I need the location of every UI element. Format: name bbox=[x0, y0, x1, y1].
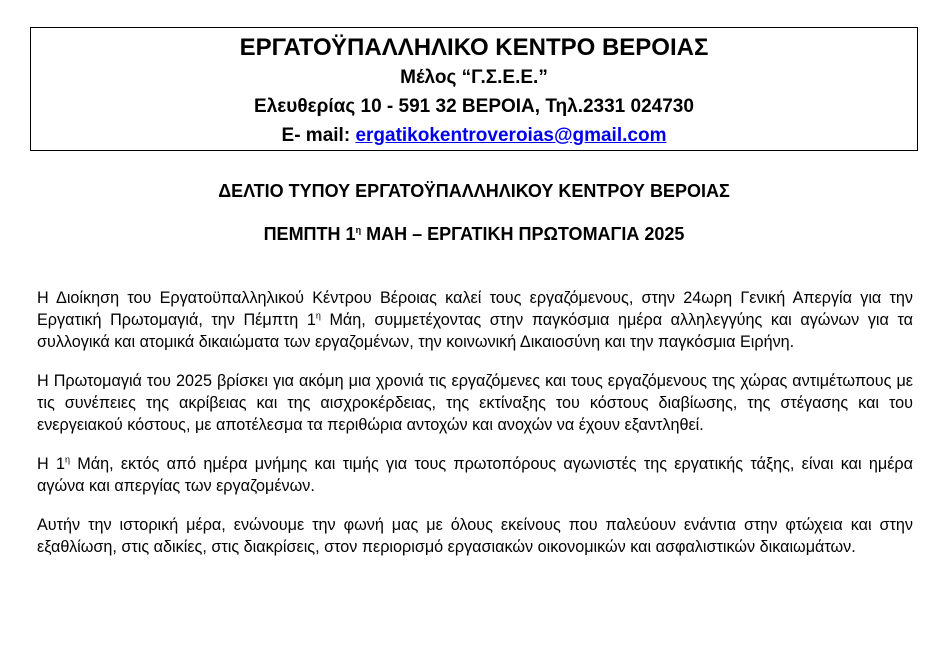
paragraph-2: Η Πρωτομαγιά του 2025 βρίσκει για ακόμη μια χρονιά τις εργαζόμενες και τους εργαζόμενους της χώρας αντιμέτωπους με τις συνέπειες της ακρίβειας και της αισχροκέρδειας, της εκτίναξης του κόστους διαβίωσης, της στέγασης και του ενεργειακού κόστους, με αποτέλεσμα τα περιθώρια αντοχών και ανοχών να έχουν εξαντληθεί. bbox=[37, 372, 913, 434]
membership-line: Μέλος “Γ.Σ.Ε.Ε.” bbox=[400, 67, 548, 88]
paragraph-3-superscript: η bbox=[64, 454, 70, 465]
paragraph-3-text-before: Η 1 bbox=[37, 455, 65, 473]
paragraph-3-text-after: Μάη, εκτός από ημέρα μνήμης και τιμής για τους πρωτοπόρους αγωνιστές της εργατικής τάξης, είναι και ημέρα αγώνα και απεργίας των εργαζομένων. bbox=[37, 455, 913, 495]
subtitle-text-after: ΜΑΗ – ΕΡΓΑΤΙΚΗ ΠΡΩΤΟΜΑΓΙΑ 2025 bbox=[361, 224, 685, 244]
address-line: Ελευθερίας 10 - 591 32 ΒΕΡΟΙΑ, Τηλ.2331 024730 bbox=[254, 96, 694, 117]
body-text bbox=[37, 287, 913, 575]
paragraph-1-superscript: η bbox=[315, 310, 321, 321]
organization-name: ΕΡΓΑΤΟΫΠΑΛΛΗΛΙΚΟ ΚΕΝΤΡΟ ΒΕΡΟΙΑΣ bbox=[239, 34, 709, 61]
email-label: E- mail: bbox=[281, 125, 356, 146]
paragraph-4: Αυτήν την ιστορική μέρα, ενώνουμε την φωνή μας με όλους εκείνους που παλεύουν ενάντια στην φτώχεια και στην εξαθλίωση, στις αδικίες, στις διακρίσεις, στον περιορισμό εργασιακών οικονομικών και ασφαλιστικών δικαιωμάτων. bbox=[37, 516, 913, 556]
paragraph-1-text-after: Μάη, συμμετέχοντας στην παγκόσμια ημέρα αλληλεγγύης και αγώνων για τα συλλογικά και ατομικά δικαιώματα των εργαζομένων, την κοινωνική Δικαιοσύνη και την παγκόσμια Ειρήνη. bbox=[37, 311, 913, 351]
email-line bbox=[31, 121, 917, 150]
paragraph-1 bbox=[37, 287, 913, 353]
paragraph-1-text-before: Η Διοίκηση του Εργατοϋπαλληλικού Κέντρου Βέροιας καλεί τους εργαζόμενους, στην 24ωρη Γενική Απεργία για την Εργατική Πρωτομαγιά, την Πέμπτη 1 bbox=[37, 289, 913, 329]
paragraph-3 bbox=[37, 453, 913, 497]
press-release-title: ΔΕΛΤΙΟ ΤΥΠΟΥ ΕΡΓΑΤΟΫΠΑΛΛΗΛΙΚΟΥ ΚΕΝΤΡΟΥ ΒΕΡΟΙΑΣ bbox=[218, 181, 730, 201]
press-release-subtitle bbox=[30, 222, 918, 246]
email-link[interactable]: ergatikokentroveroias@gmail.com bbox=[355, 125, 667, 146]
letterhead-box bbox=[30, 27, 918, 151]
subtitle-text-before: ΠΕΜΠΤΗ 1 bbox=[263, 224, 356, 244]
subtitle-superscript: η bbox=[355, 225, 362, 235]
